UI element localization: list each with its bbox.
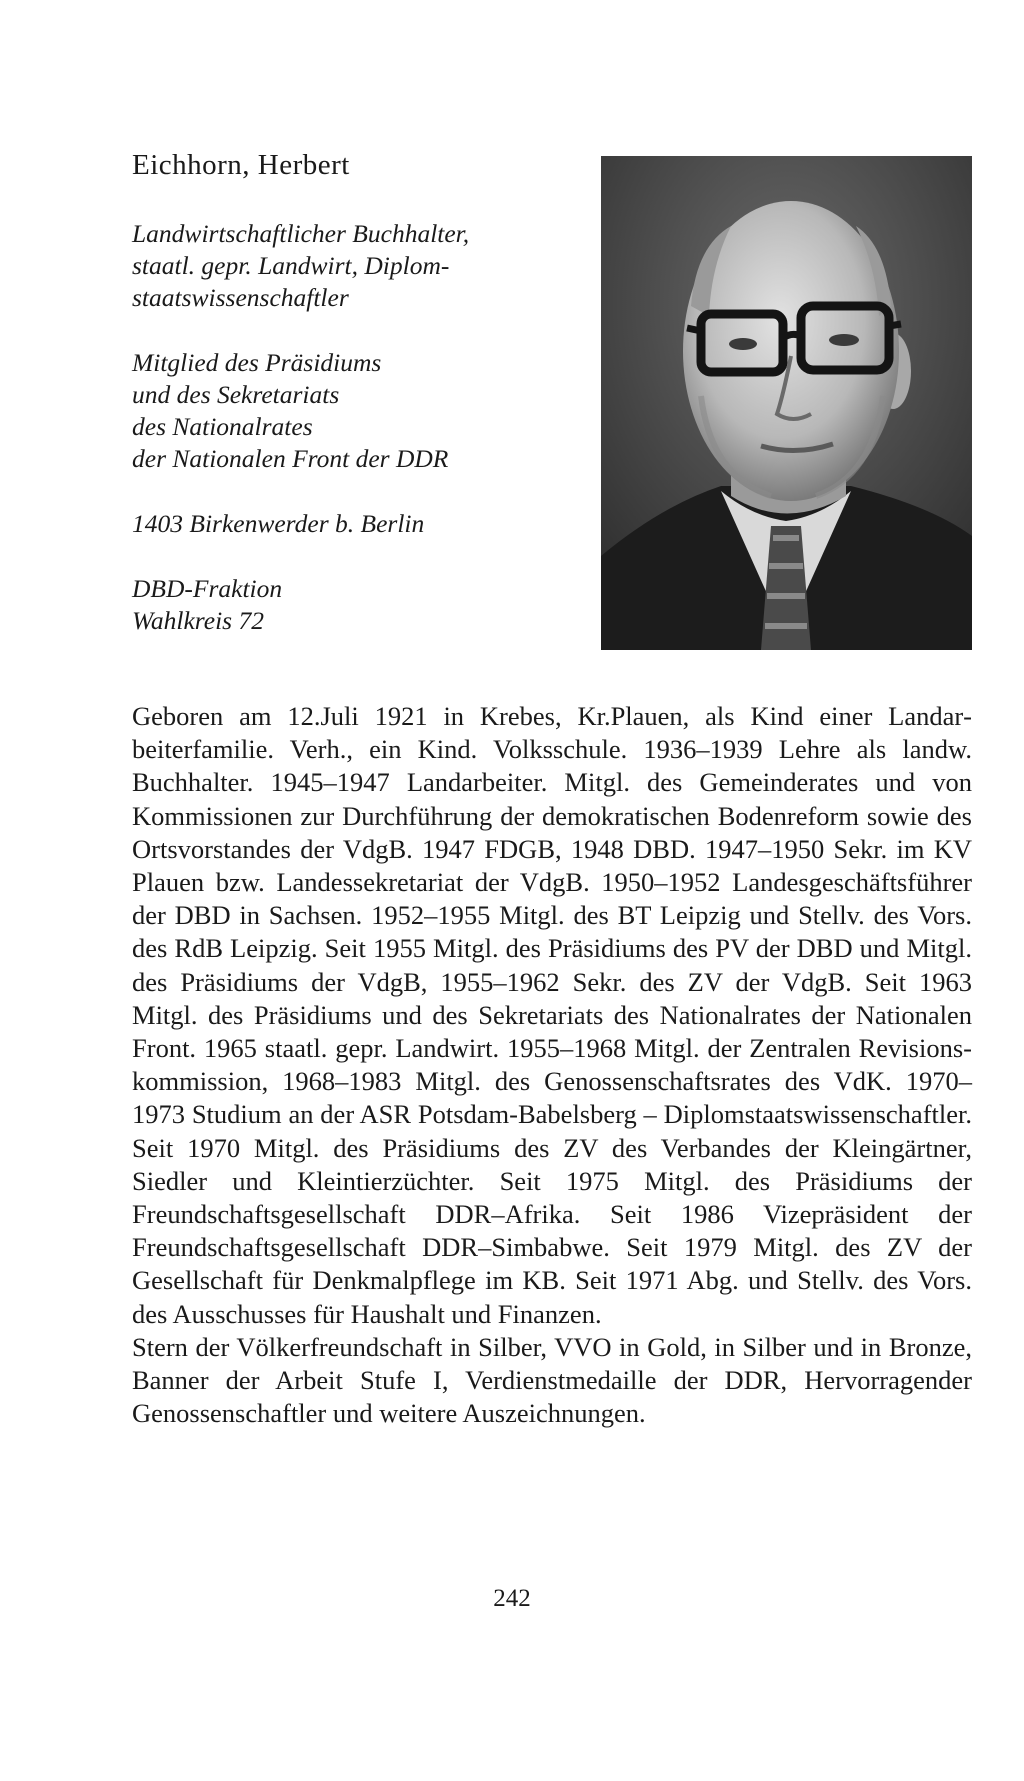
entry-header <box>132 148 602 670</box>
faction-block <box>132 573 602 637</box>
portrait-photo <box>601 156 972 650</box>
function-line: der Nationalen Front der DDR <box>132 444 449 473</box>
profession-line: staatl. gepr. Landwirt, Diplom- <box>132 251 450 280</box>
profession-line: staatswissenschaftler <box>132 283 349 312</box>
constituency-line: Wahlkreis 72 <box>132 606 264 635</box>
faction-line: DBD-Fraktion <box>132 574 283 603</box>
function-line: Mitglied des Präsidiums <box>132 348 382 377</box>
profession-line: Landwirtschaftlicher Buchhalter, <box>132 219 470 248</box>
address-line: 1403 Birkenwerder b. Berlin <box>132 509 425 538</box>
awards-paragraph: Stern der Völkerfreundschaft in Silber, VVO in Gold, in Silber und in Bronze, Banner der Arbeit Stufe I, Verdienstmedaille der DDR, Hervorragender Genossenschaftler und weitere Auszeichnungen. <box>132 1331 972 1429</box>
function-line: des Nationalrates <box>132 412 313 441</box>
profession-block <box>132 218 602 314</box>
page-number: 242 <box>493 1585 531 1612</box>
address-block <box>132 508 602 540</box>
portrait-illustration <box>601 156 972 650</box>
person-name: Eichhorn, Herbert <box>132 149 350 181</box>
biography-paragraph: Geboren am 12.Juli 1921 in Krebes, Kr.Plauen, als Kind einer Landarbeiterfamilie. Verh., ein Kind. Volksschule. 1936–1939 Lehre als landw. Buchhalter. 1945–1947 Landarbeiter. Mitgl. des Gemeinderates und von Kommissionen zur Durchführung der demokratischen Bodenreform sowie des Ortsvorstandes der VdgB. 1947 FDGB, 1948 DBD. 1947–1950 Sekr. im KV Plauen bzw. Landessekretariat der VdgB. 1950–1952 Landesgeschäftsführer der DBD in Sachsen. 1952–1955 Mitgl. des BT Leipzig und Stellv. des Vors. des RdB Leipzig. Seit 1955 Mitgl. des Präsidiums des PV der DBD und Mitgl. des Präsidiums der VdgB, 1955–1962 Sekr. des ZV der VdgB. Seit 1963 Mitgl. des Präsidiums und des Sekretariats des Nationalrates der Nationalen Front. 1965 staatl. gepr. Landwirt. 1955–1968 Mitgl. der Zentralen Revisionskommission, 1968–1983 Mitgl. des Genossenschaftsrates des VdK. 1970–1973 Studium an der ASR Potsdam-Babelsberg – Diplomstaatswissenschaftler. Seit 1970 Mitgl. des Präsidiums des ZV des Verbandes der Kleingärtner, Siedler und Kleintierzüchter. Seit 1975 Mitgl. des Präsidiums der Freundschaftsgesellschaft DDR–Afrika. Seit 1986 Vizepräsident der Freundschaftsgesellschaft DDR–Simbabwe. Seit 1979 Mitgl. des ZV der Gesellschaft für Denkmalpflege im KB. Seit 1971 Abg. und Stellv. des Vors. des Ausschusses für Haushalt und Finanzen. <box>132 701 972 1329</box>
function-line: und des Sekretariats <box>132 380 340 409</box>
function-block <box>132 347 602 475</box>
biography-text <box>132 700 972 1430</box>
